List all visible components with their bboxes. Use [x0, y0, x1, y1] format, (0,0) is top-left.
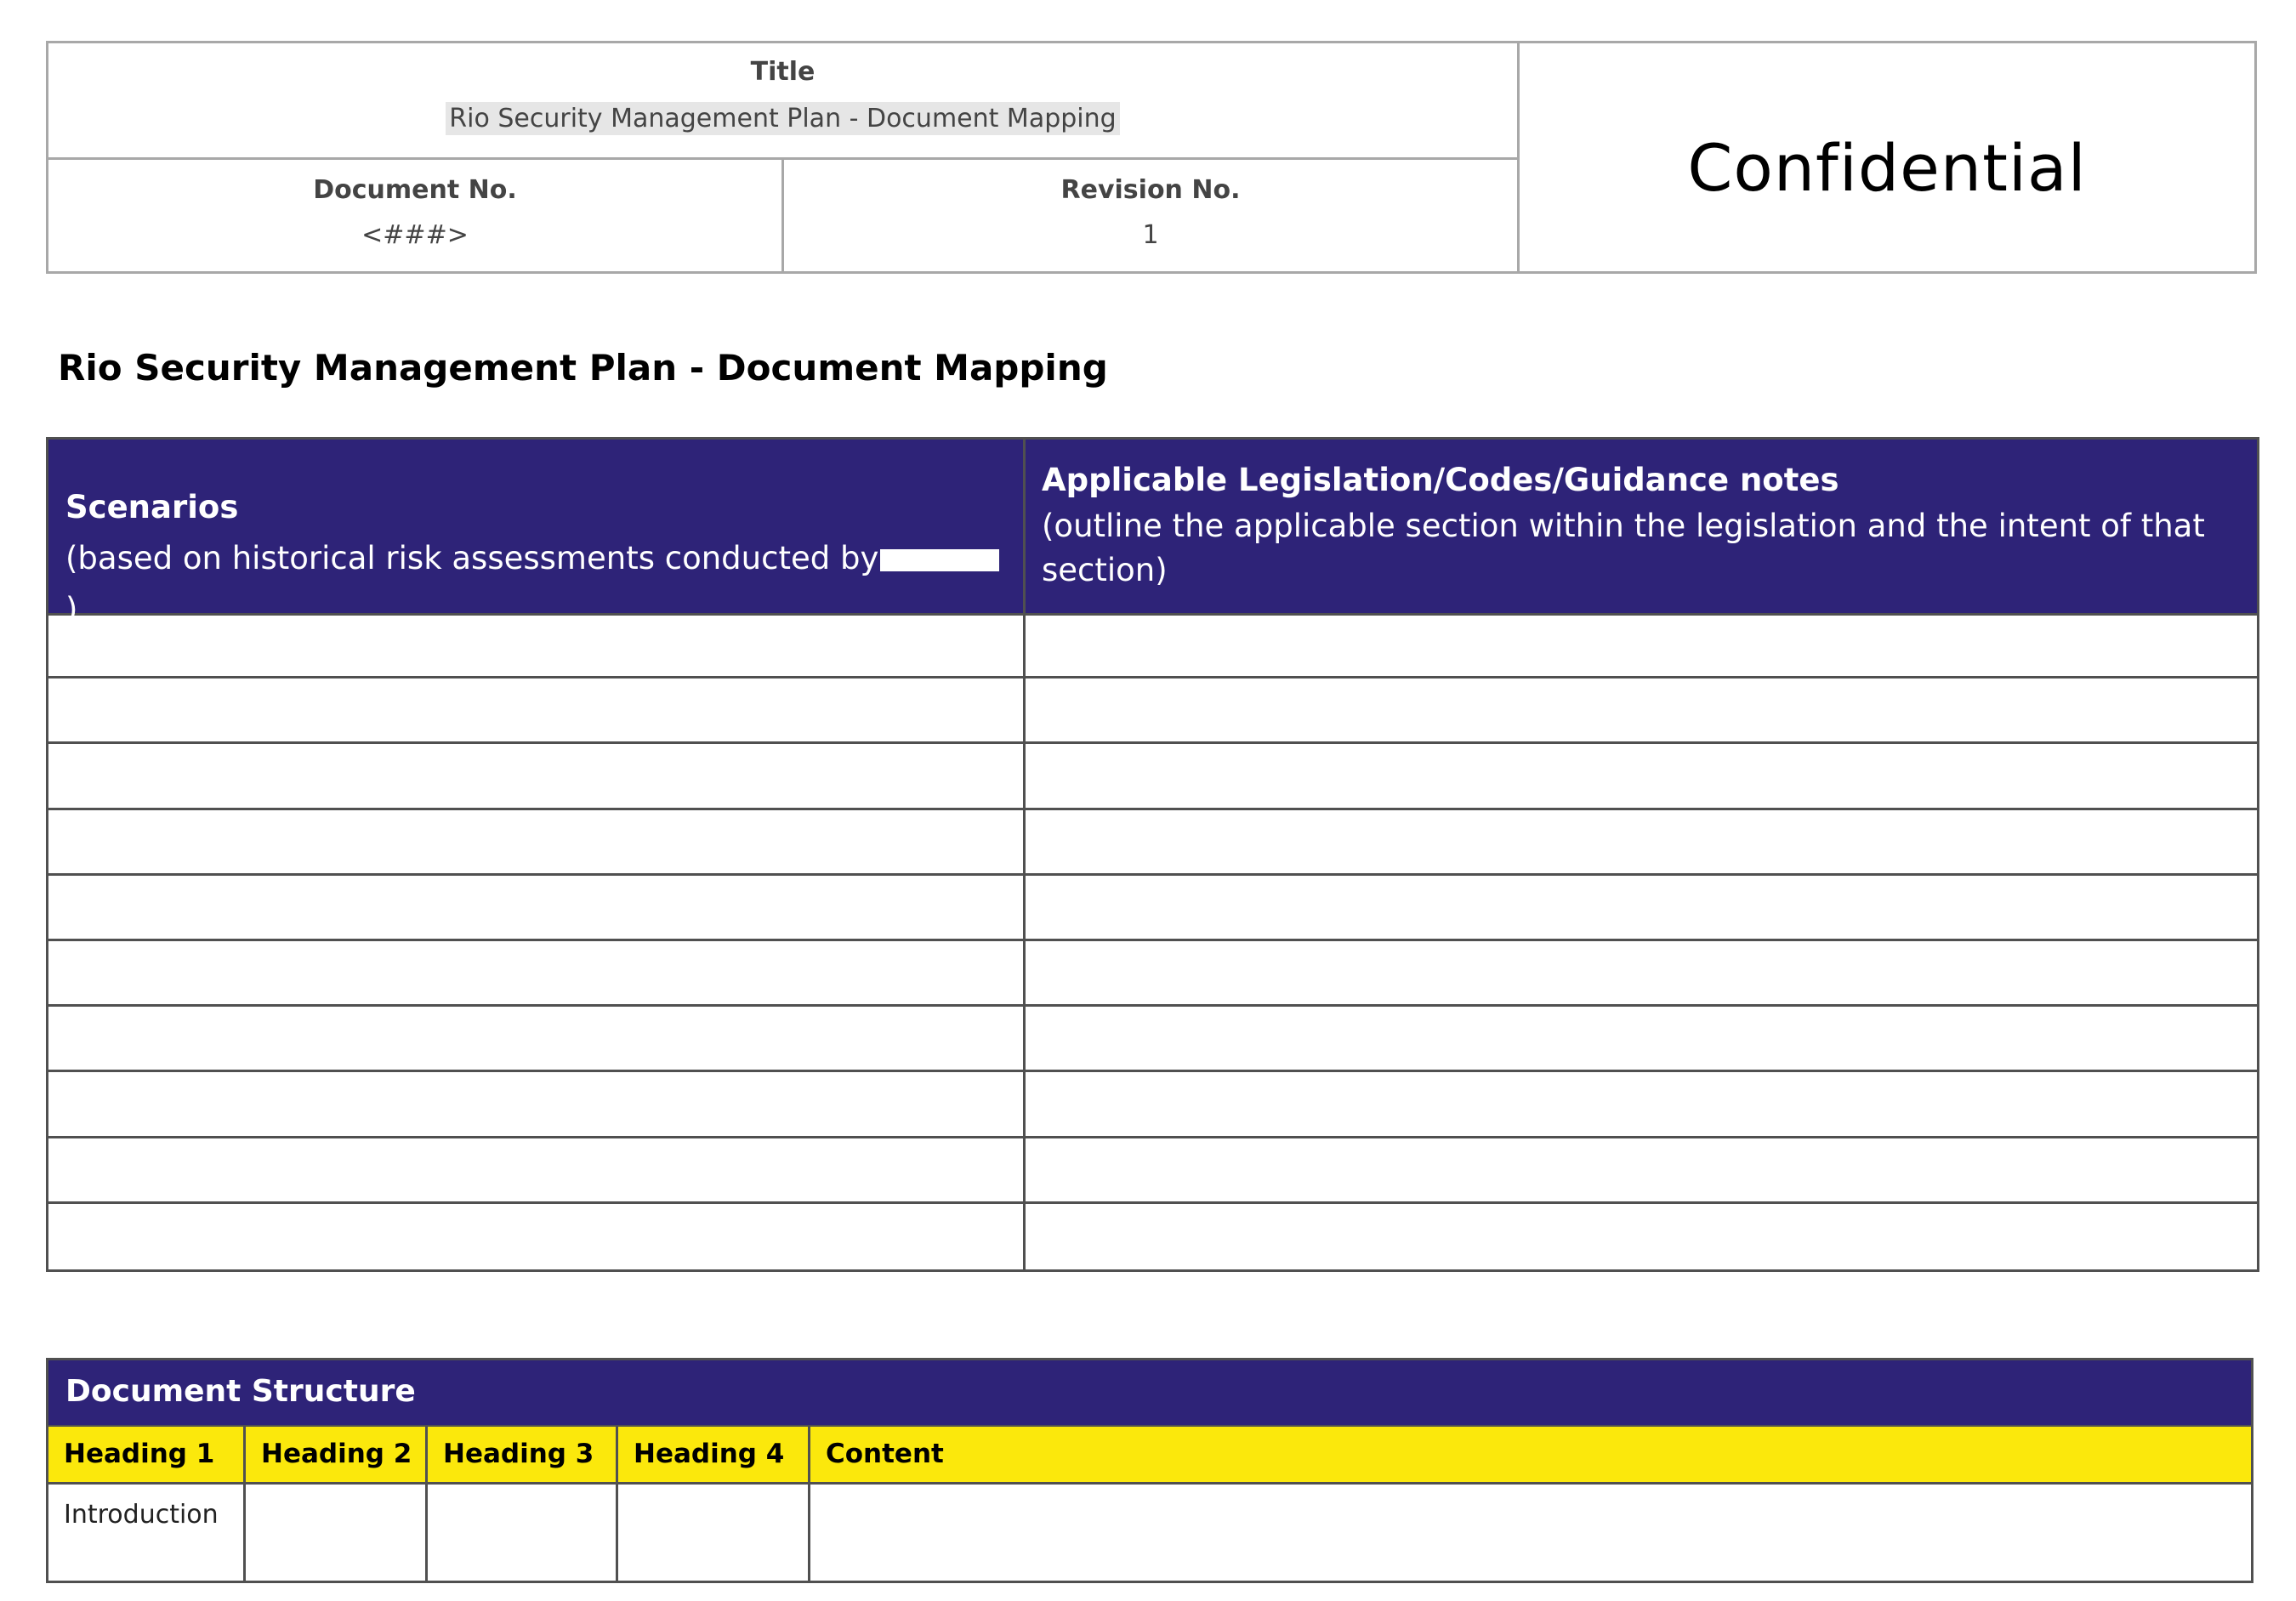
mapping-row: [48, 876, 2257, 941]
mapping-row: [48, 941, 2257, 1007]
header-divider: [1023, 440, 1026, 613]
legislation-cell[interactable]: [1026, 810, 2257, 873]
structure-cell-heading-1[interactable]: [48, 1485, 246, 1581]
column-header-label: Content: [826, 1439, 944, 1469]
legislation-header: [1042, 457, 2241, 593]
structure-cell-content[interactable]: [810, 1485, 2251, 1581]
page-title: Rio Security Management Plan - Document Mapping: [58, 347, 1108, 389]
header-title-value: Rio Security Management Plan - Document Mapping: [446, 102, 1119, 135]
header-title-cell: [48, 43, 1520, 160]
mapping-row: [48, 1204, 2257, 1269]
mapping-row: [48, 1138, 2257, 1204]
structure-cell-heading-2[interactable]: [246, 1485, 428, 1581]
mapping-row: [48, 678, 2257, 744]
scenario-cell[interactable]: [48, 1007, 1026, 1070]
legislation-cell[interactable]: [1026, 876, 2257, 939]
legislation-cell[interactable]: [1026, 1204, 2257, 1269]
structure-cell-heading-4[interactable]: [618, 1485, 810, 1581]
scenario-cell[interactable]: [48, 941, 1026, 1004]
column-header-content: [810, 1427, 2251, 1482]
scenario-cell[interactable]: [48, 744, 1026, 807]
legislation-cell[interactable]: [1026, 613, 2257, 676]
header-document-no-value: <###>: [361, 220, 469, 250]
scenario-cell[interactable]: [48, 1204, 1026, 1269]
mapping-row: [48, 1007, 2257, 1072]
classification-label: Confidential: [1687, 130, 2087, 206]
scenario-cell[interactable]: [48, 810, 1026, 873]
column-header-heading-4: [618, 1427, 810, 1482]
scenarios-header: [65, 482, 1009, 635]
legislation-heading: Applicable Legislation/Codes/Guidance notes: [1042, 462, 1839, 498]
structure-table-body: [48, 1485, 2251, 1581]
header-title-label: Title: [750, 57, 816, 87]
header-document-no-label: Document No.: [313, 175, 517, 205]
redaction-mark: [880, 549, 999, 571]
header-revision-no-label: Revision No.: [1060, 175, 1241, 205]
document-header-table: [46, 41, 2257, 274]
legislation-cell[interactable]: [1026, 744, 2257, 807]
mapping-row: [48, 810, 2257, 876]
scenario-cell[interactable]: [48, 1072, 1026, 1135]
scenarios-subheading: (based on historical risk assessments conducted by: [65, 540, 879, 576]
column-header-label: Heading 4: [634, 1439, 785, 1469]
column-header-heading-1: [48, 1427, 246, 1482]
scenario-cell[interactable]: [48, 678, 1026, 741]
scenario-cell[interactable]: [48, 876, 1026, 939]
header-classification-cell: [1520, 43, 2254, 271]
legislation-cell[interactable]: [1026, 941, 2257, 1004]
header-revision-no-value: 1: [1142, 220, 1159, 250]
header-revision-no-cell: [784, 160, 1520, 271]
structure-cell-heading-3[interactable]: [428, 1485, 618, 1581]
legislation-cell[interactable]: [1026, 1007, 2257, 1070]
scenario-cell[interactable]: [48, 613, 1026, 676]
column-header-label: Heading 1: [64, 1439, 215, 1469]
scenarios-subheading-end: ): [65, 591, 78, 627]
header-document-no-cell: [48, 160, 784, 271]
legislation-cell[interactable]: [1026, 1072, 2257, 1135]
structure-table-title: Document Structure: [65, 1374, 416, 1409]
column-header-heading-2: [246, 1427, 428, 1482]
mapping-row: [48, 613, 2257, 678]
mapping-row: [48, 1072, 2257, 1138]
document-mapping-table: [46, 437, 2259, 1272]
structure-table-header: [48, 1360, 2251, 1425]
scenarios-heading: Scenarios: [65, 489, 239, 525]
structure-cell-text: Introduction: [64, 1500, 219, 1530]
mapping-table-header: [48, 440, 2257, 627]
document-structure-table: [46, 1358, 2253, 1583]
column-header-label: Heading 2: [261, 1439, 412, 1469]
column-header-label: Heading 3: [443, 1439, 594, 1469]
structure-column-headers: [48, 1425, 2251, 1485]
column-header-heading-3: [428, 1427, 618, 1482]
legislation-subheading: (outline the applicable section within the legislation and the intent of that section): [1042, 508, 2205, 588]
mapping-row: [48, 744, 2257, 809]
scenario-cell[interactable]: [48, 1138, 1026, 1201]
legislation-cell[interactable]: [1026, 678, 2257, 741]
legislation-cell[interactable]: [1026, 1138, 2257, 1201]
mapping-table-body: [48, 613, 2257, 1269]
